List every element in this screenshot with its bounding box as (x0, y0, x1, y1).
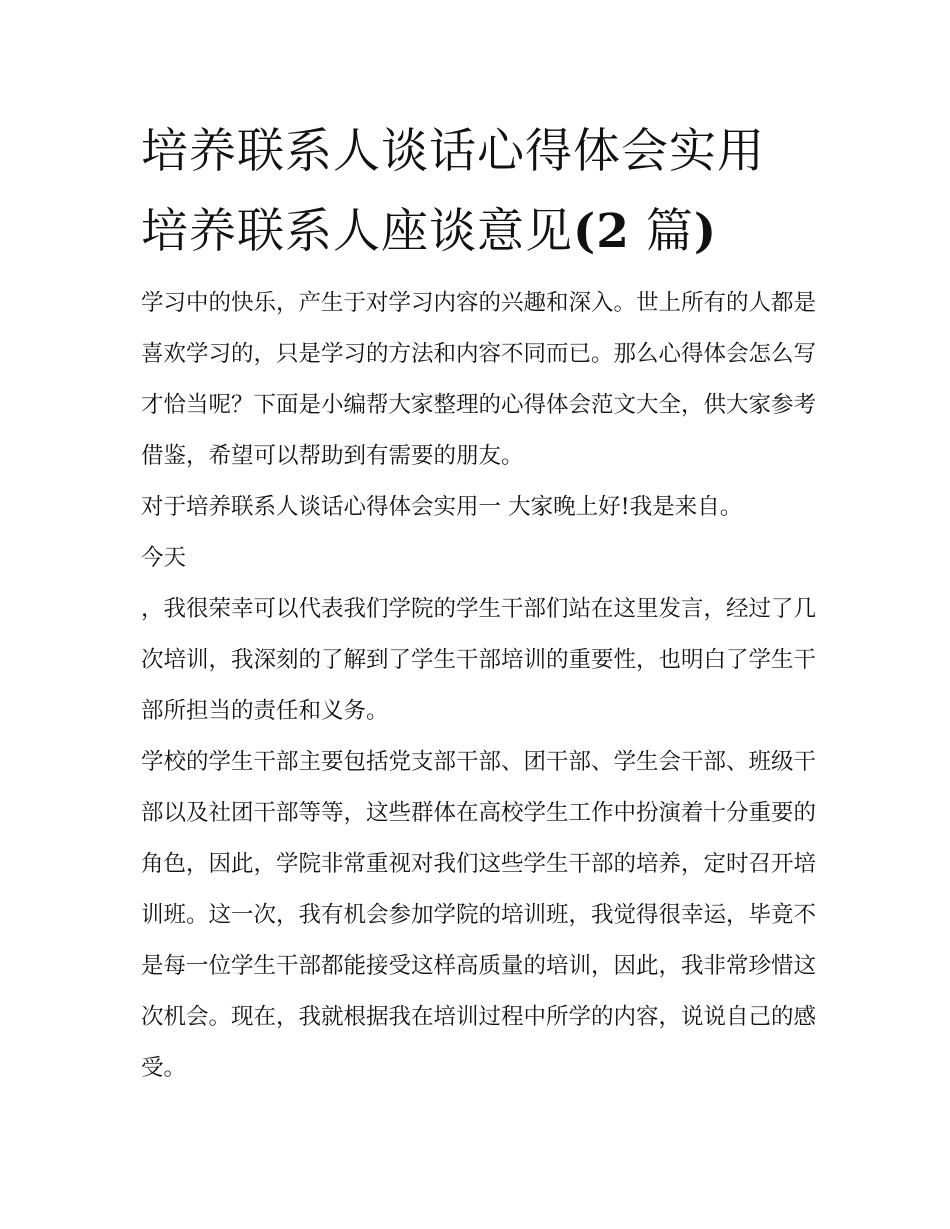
paragraph-cadres: 学校的学生干部主要包括党支部干部、团干部、学生会干部、班级干部以及社团干部等等，这些群体在高校学生工作中扮演着十分重要的角色，因此，学院非常重视对我们这些学生干部的培养，定时召开培训班。这一次，我有机会参加学院的培训班，我觉得很幸运，毕竟不是每一位学生干部都能接受这样高质量的培训，因此，我非常珍惜这次机会。现在，我就根据我在培训过程中所学的内容，说说自己的感受。 (141, 749, 817, 1081)
title-line-2-unit: 篇 (645, 204, 694, 259)
paragraph-honor: ，我很荣幸可以代表我们学院的学生干部们站在这里发言，经过了几次培训，我深刻的了解到了学生干部培训的重要性，也明白了学生干部所担当的责任和义务。 (141, 596, 817, 724)
title-line-2-text: 培养联系人座谈意见 (141, 204, 573, 259)
title-line-2-number: (2 (573, 204, 630, 259)
document-title (141, 112, 821, 272)
document-body (141, 278, 821, 1094)
title-line-2-close: ) (693, 204, 718, 259)
paragraph-greeting: 对于培养联系人谈话心得体会实用一 大家晚上好!我是来自。 (141, 494, 743, 520)
paragraph-intro: 学习中的快乐，产生于对学习内容的兴趣和深入。世上所有的人都是喜欢学习的，只是学习的方法和内容不同而已。那么心得体会怎么写才恰当呢？下面是小编帮大家整理的心得体会范文大全，供大家参考借鉴，希望可以帮助到有需要的朋友。 (141, 290, 817, 469)
paragraph-today: 今天 (141, 545, 187, 571)
title-line-1: 培养联系人谈话心得体会实用 (141, 124, 765, 179)
